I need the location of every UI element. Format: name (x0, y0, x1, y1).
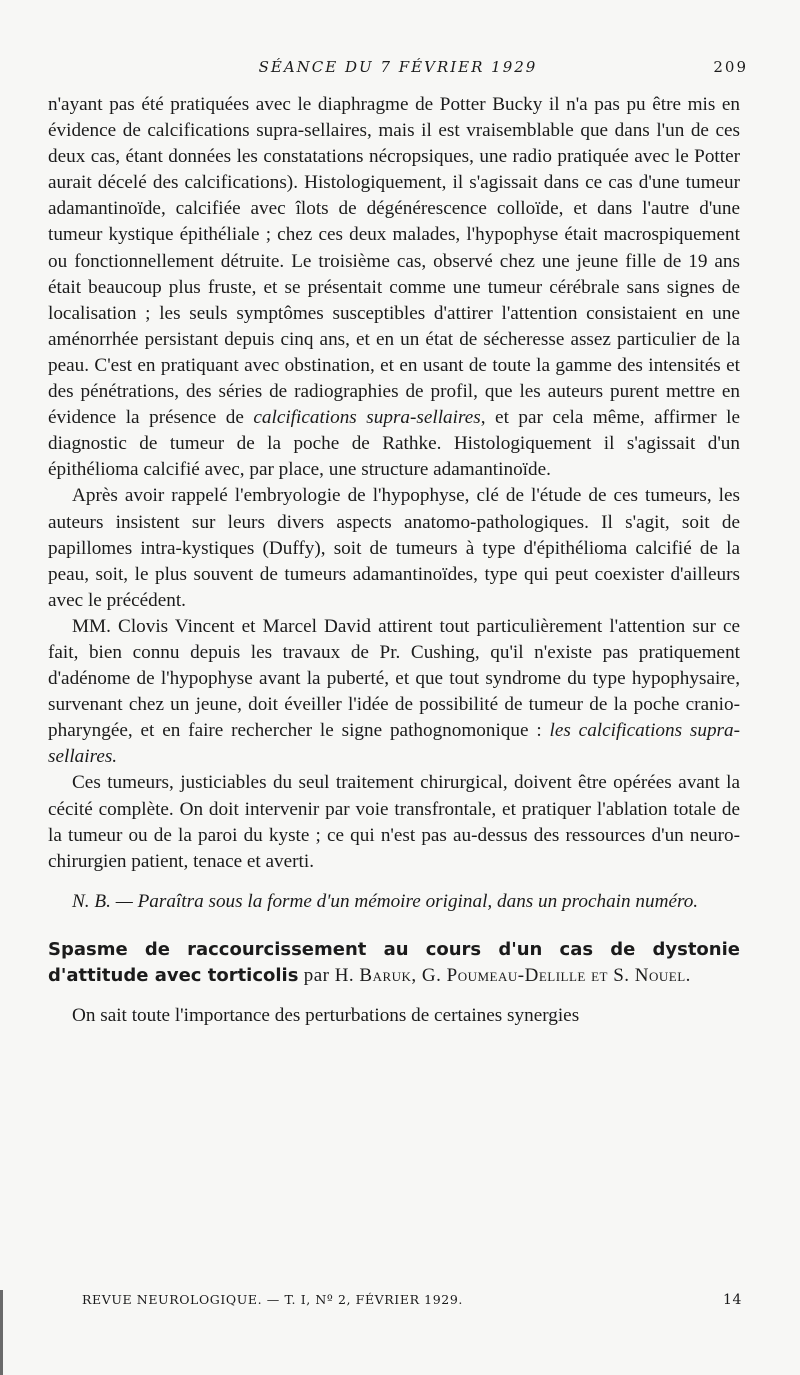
page-edge-shadow (0, 1290, 3, 1375)
running-head (48, 58, 748, 80)
italic-term: les calcifications supra-sellaires. (48, 720, 741, 768)
italic-term: calcifications supra-sellaires (253, 407, 481, 429)
vincent-text: MM. Clovis Vincent et Marcel David attirent tout particulièrement l'attention sur ce fait, bien connu depuis les travaux de Pr. Cushing, qu'il n'existe pas pratiquement d'adénome de l'hypophyse avant la puberté, et que tout syndrome du type hypophysaire, survenant chez un jeune, doit éveiller l'idée de possibilité de tumeur de la poche cranio-pharyngée, et en faire rechercher le signe pathognomonique : (48, 615, 740, 742)
paragraph-surgery: Ces tumeurs, justiciables du seul traitement chirurgical, doivent être opérées avant la cécité complète. On doit intervenir par voie transfrontale, et pratiquer l'ablation totale de la tumeur ou de la paroi du kyste ; ce qui n'est pas au-dessus des ressources d'un neuro-chirurgien patient, tenace et averti. (48, 772, 740, 872)
article-heading (48, 937, 740, 989)
paragraph-embryology: Après avoir rappelé l'embryologie de l'hypophyse, clé de l'étude de ces tumeurs, les auteurs insistent sur leurs divers aspects anatomo-pathologiques. Il s'agit, soit de papillomes intra-kystiques (Duffy), soit de tumeurs à type d'épithélioma calcifié de la peau, soit, le plus souvent de tumeurs adamantinoïdes, type qui peut coexister d'ailleurs avec le précédent. (48, 485, 740, 611)
page-footer (82, 1292, 742, 1312)
note-text: — Paraîtra sous la forme d'un mémoire original, dans un prochain numéro. (110, 890, 699, 912)
body-text (48, 92, 740, 1029)
editorial-note (48, 889, 740, 915)
article-title: Spasme de raccourcissement au cours d'un cas de dystonie d'attitude avec torticolis (48, 938, 740, 986)
final-paragraph: On sait toute l'importance des perturbations de certaines synergies (72, 1004, 580, 1026)
paragraph-vincent (48, 614, 740, 771)
article-by: par (298, 964, 335, 986)
continuation-text-end: , et par cela même, affirmer le diagnostic de tumeur de la poche de Rathke. Histologiquement il s'agissait d'un épithélioma calcifié avec, par place, une structure adamantinoïde. (48, 407, 740, 481)
note-label: N. B. (72, 890, 111, 912)
article-authors: H. Baruk, G. Poumeau-Delille et S. Nouel. (334, 964, 691, 986)
journal-citation: REVUE NEUROLOGIQUE. — T. I, Nº 2, FÉVRIER 1929. (82, 1292, 463, 1307)
running-title: SÉANCE DU 7 FÉVRIER 1929 (258, 58, 538, 76)
continuation-text: n'ayant pas été pratiquées avec le diaphragme de Potter Bucky il n'a pas pu être mis en évidence de calcifications supra-sellaires, mais il est vraisemblable que dans l'un de ces deux cas, étant données les constatations nécropsiques, une radio pratiquée avec le Potter aurait décelé des calcifications). Histologiquement, il s'agissait dans ce cas d'une tumeur adamantinoïde, calcifiée avec îlots de dégénérescence colloïde, et dans l'autre d'une tumeur kystique épithéliale ; chez ces deux malades, l'hypophyse était macrospiquement ou fonctionnellement détruite. Le troisième cas, observé chez une jeune fille de 19 ans était beaucoup plus fruste, et se présentait comme une tumeur cérébrale sans signes de localisation ; les seuls symptômes susceptibles d'attirer l'attention consistaient en une aménorrhée persistant depuis cinq ans, et en un état de sécheresse assez particulier de la peau. C'est en pratiquant avec obstination, et en usant de toute la gamme des intensités et des pénétrations, des séries de radiographies de profil, que les auteurs purent mettre en évidence la présence de (48, 94, 740, 429)
paragraph-continuation (48, 92, 740, 483)
signature-mark: 14 (722, 1292, 742, 1308)
page-number: 209 (713, 58, 748, 76)
